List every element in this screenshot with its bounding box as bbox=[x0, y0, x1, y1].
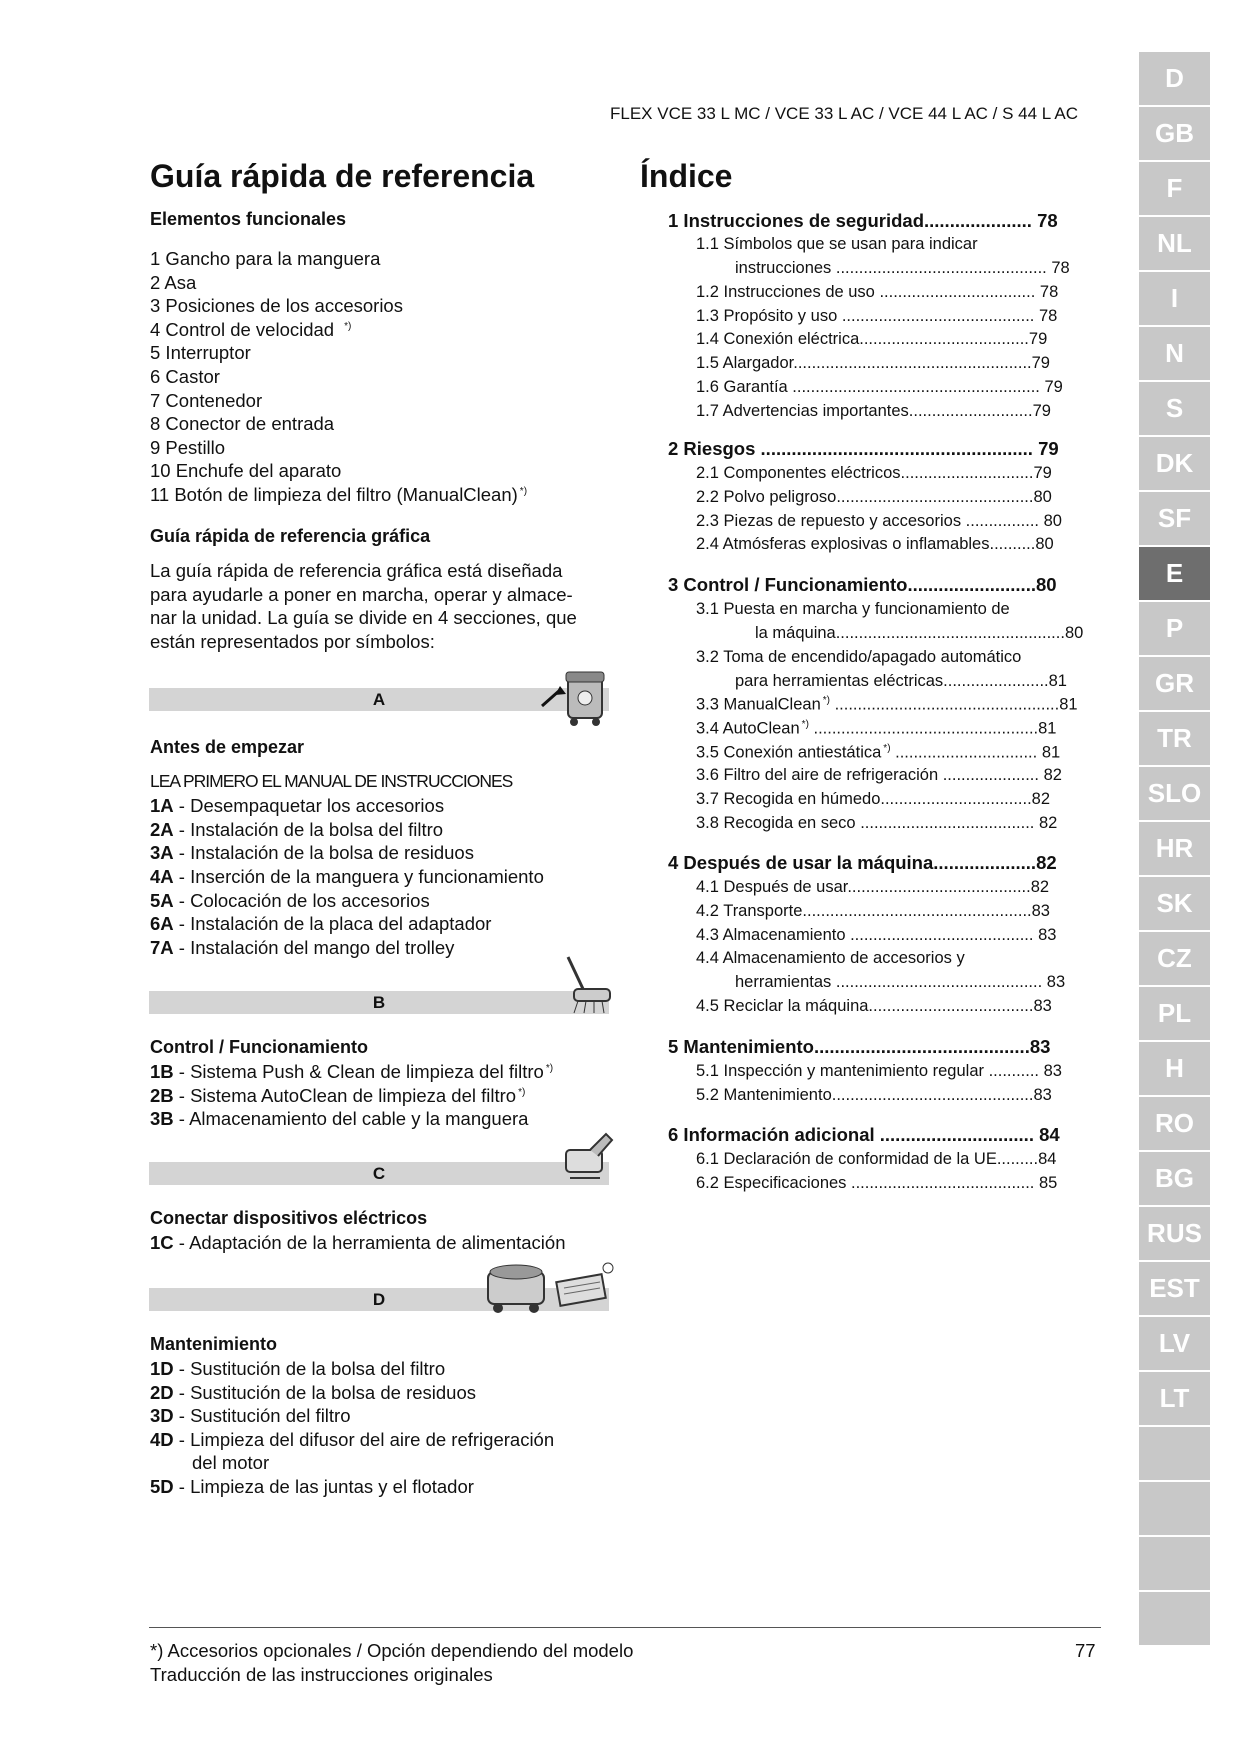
toc-item[interactable]: instrucciones .............................................. 78 bbox=[735, 259, 1070, 277]
list-item: 4 Control de velocidad *) bbox=[150, 319, 352, 340]
tab-lang-blank-27 bbox=[1139, 1537, 1210, 1590]
tab-lang-tr[interactable]: TR bbox=[1139, 712, 1210, 765]
toc-item[interactable]: 5.2 Mantenimiento............................................83 bbox=[696, 1086, 1052, 1104]
toc-item[interactable]: 3.1 Puesta en marcha y funcionamiento de bbox=[696, 600, 1010, 618]
toc-item[interactable]: 1.6 Garantía ...................................................... 79 bbox=[696, 378, 1063, 396]
section-d-label: D bbox=[372, 1290, 386, 1309]
toc-item[interactable]: 5.1 Inspección y mantenimiento regular ........... 83 bbox=[696, 1062, 1062, 1080]
functional-heading: Elementos funcionales bbox=[150, 209, 347, 229]
tab-lang-i[interactable]: I bbox=[1139, 272, 1210, 325]
section-c-bar bbox=[149, 1162, 609, 1185]
page-number: 77 bbox=[1075, 1640, 1096, 1661]
tab-lang-h[interactable]: H bbox=[1139, 1042, 1210, 1095]
toc-section[interactable]: 1 Instrucciones de seguridad..................... 78 bbox=[668, 210, 1058, 231]
list-item: 1C - Adaptación de la herramienta de alimentación bbox=[150, 1232, 566, 1253]
tab-lang-gr[interactable]: GR bbox=[1139, 657, 1210, 710]
toc-item[interactable]: 3.5 Conexión antiestática *) ............................... 81 bbox=[696, 743, 1061, 762]
list-item: 7A - Instalación del mango del trolley bbox=[150, 937, 455, 958]
list-item: 5 Interruptor bbox=[150, 342, 251, 363]
list-item: 3 Posiciones de los accesorios bbox=[150, 295, 403, 316]
toc-item[interactable]: 4.2 Transporte..................................................83 bbox=[696, 902, 1050, 920]
toc-item[interactable]: herramientas ............................................. 83 bbox=[735, 973, 1066, 991]
section-c-heading: Conectar dispositivos eléctricos bbox=[150, 1208, 428, 1228]
graphic-heading: Guía rápida de referencia gráfica bbox=[150, 526, 431, 546]
list-item: 7 Contenedor bbox=[150, 390, 263, 411]
intro-line: nar la unidad. La guía se divide en 4 secciones, que bbox=[150, 607, 577, 628]
toc-section[interactable]: 6 Información adicional .............................. 84 bbox=[668, 1124, 1060, 1145]
toc-item[interactable]: para herramientas eléctricas.......................81 bbox=[735, 672, 1067, 690]
language-tabs bbox=[1139, 52, 1210, 1647]
section-a-label: A bbox=[372, 690, 386, 709]
tab-lang-rus[interactable]: RUS bbox=[1139, 1207, 1210, 1260]
list-item: 6A - Instalación de la placa del adaptador bbox=[150, 913, 492, 934]
toc-item[interactable]: 2.1 Componentes eléctricos.............................79 bbox=[696, 464, 1052, 482]
list-item: 11 Botón de limpieza del filtro (ManualClean) *) bbox=[150, 484, 528, 505]
maintenance-icon bbox=[484, 1258, 618, 1318]
section-b-bar bbox=[149, 991, 609, 1014]
toc-item[interactable]: 1.2 Instrucciones de uso .................................. 78 bbox=[696, 283, 1059, 301]
tab-lang-d[interactable]: D bbox=[1139, 52, 1210, 105]
tab-lang-p[interactable]: P bbox=[1139, 602, 1210, 655]
toc-section[interactable]: 2 Riesgos ..................................................... 79 bbox=[668, 438, 1059, 459]
intro-line: La guía rápida de referencia gráfica está diseñada bbox=[150, 560, 563, 581]
list-item: 8 Conector de entrada bbox=[150, 413, 335, 434]
toc-item[interactable]: 1.3 Propósito y uso .......................................... 78 bbox=[696, 307, 1058, 325]
toc-item[interactable]: 4.5 Reciclar la máquina....................................83 bbox=[696, 997, 1052, 1015]
toc-item[interactable]: 6.2 Especificaciones ........................................ 85 bbox=[696, 1174, 1058, 1192]
toc-item[interactable]: 2.3 Piezas de repuesto y accesorios ................ 80 bbox=[696, 512, 1062, 530]
intro-line: están representados por símbolos: bbox=[150, 631, 435, 652]
section-b-heading: Control / Funcionamiento bbox=[150, 1037, 368, 1057]
tab-lang-blank-26 bbox=[1139, 1482, 1210, 1535]
vacuum-icon bbox=[540, 664, 610, 728]
tab-lang-blank-28 bbox=[1139, 1592, 1210, 1645]
tab-lang-pl[interactable]: PL bbox=[1139, 987, 1210, 1040]
toc-item[interactable]: 1.7 Advertencias importantes...........................79 bbox=[696, 402, 1051, 420]
toc-item[interactable]: 2.4 Atmósferas explosivas o inflamables..........80 bbox=[696, 535, 1054, 553]
tab-lang-hr[interactable]: HR bbox=[1139, 822, 1210, 875]
toc-item[interactable]: 1.4 Conexión eléctrica.....................................79 bbox=[696, 330, 1048, 348]
footer-note: *) Accesorios opcionales / Opción dependiendo del modelo bbox=[150, 1640, 634, 1661]
toc-item[interactable]: 3.3 ManualClean *) .................................................81 bbox=[696, 695, 1078, 714]
tab-lang-s[interactable]: S bbox=[1139, 382, 1210, 435]
toc-title: Índice bbox=[640, 158, 733, 194]
list-item: 2A - Instalación de la bolsa del filtro bbox=[150, 819, 444, 840]
section-c-label: C bbox=[372, 1164, 386, 1183]
toc-item[interactable]: 3.2 Toma de encendido/apagado automático bbox=[696, 648, 1022, 666]
tab-lang-sf[interactable]: SF bbox=[1139, 492, 1210, 545]
list-item: 1D - Sustitución de la bolsa del filtro bbox=[150, 1358, 446, 1379]
footer-translation: Traducción de las instrucciones originales bbox=[150, 1664, 493, 1685]
tab-lang-n[interactable]: N bbox=[1139, 327, 1210, 380]
toc-item[interactable]: 3.6 Filtro del aire de refrigeración ..................... 82 bbox=[696, 766, 1062, 784]
toc-section[interactable]: 5 Mantenimiento..........................................83 bbox=[668, 1036, 1051, 1057]
tab-lang-gb[interactable]: GB bbox=[1139, 107, 1210, 160]
toc-item[interactable]: 1.1 Símbolos que se usan para indicar bbox=[696, 235, 978, 253]
footer-divider bbox=[149, 1627, 1101, 1628]
tab-lang-blank-25 bbox=[1139, 1427, 1210, 1480]
list-item-cont: del motor bbox=[192, 1452, 270, 1473]
caps-note: LEA PRIMERO EL MANUAL DE INSTRUCCIONES bbox=[150, 771, 513, 791]
tab-lang-f[interactable]: F bbox=[1139, 162, 1210, 215]
toc-item[interactable]: 2.2 Polvo peligroso...........................................80 bbox=[696, 488, 1052, 506]
toc-item[interactable]: 4.4 Almacenamiento de accesorios y bbox=[696, 949, 965, 967]
page-title: Guía rápida de referencia bbox=[150, 158, 535, 194]
list-item: 6 Castor bbox=[150, 366, 220, 387]
model-header: FLEX VCE 33 L MC / VCE 33 L AC / VCE 44 L AC / S 44 L AC bbox=[610, 104, 1079, 123]
toc-item[interactable]: 3.8 Recogida en seco ...................................... 82 bbox=[696, 814, 1058, 832]
toc-item[interactable]: 1.5 Alargador....................................................79 bbox=[696, 354, 1050, 372]
section-a-heading: Antes de empezar bbox=[150, 737, 305, 757]
tab-lang-est[interactable]: EST bbox=[1139, 1262, 1210, 1315]
list-item: 4A - Inserción de la manguera y funcionamiento bbox=[150, 866, 544, 887]
power-tool-icon bbox=[560, 1128, 616, 1184]
toc-item[interactable]: 4.1 Después de usar........................................82 bbox=[696, 878, 1050, 896]
toc-section[interactable]: 4 Después de usar la máquina....................82 bbox=[668, 852, 1057, 873]
list-item: 2 Asa bbox=[150, 272, 197, 293]
section-b-label: B bbox=[372, 993, 386, 1012]
tab-lang-ro[interactable]: RO bbox=[1139, 1097, 1210, 1150]
list-item: 2B - Sistema AutoClean de limpieza del filtro *) bbox=[150, 1085, 526, 1106]
list-item: 5A - Colocación de los accesorios bbox=[150, 890, 430, 911]
toc-section[interactable]: 3 Control / Funcionamiento.........................80 bbox=[668, 574, 1057, 595]
list-item: 3D - Sustitución del filtro bbox=[150, 1405, 351, 1426]
list-item: 1 Gancho para la manguera bbox=[150, 248, 381, 269]
toc-item[interactable]: la máquina..................................................80 bbox=[755, 624, 1084, 642]
list-item: 10 Enchufe del aparato bbox=[150, 460, 342, 481]
tab-lang-sk[interactable]: SK bbox=[1139, 877, 1210, 930]
list-item: 5D - Limpieza de las juntas y el flotador bbox=[150, 1476, 474, 1497]
list-item: 2D - Sustitución de la bolsa de residuos bbox=[150, 1382, 476, 1403]
tab-lang-dk[interactable]: DK bbox=[1139, 437, 1210, 490]
list-item: 9 Pestillo bbox=[150, 437, 226, 458]
tab-lang-bg[interactable]: BG bbox=[1139, 1152, 1210, 1205]
list-item: 1A - Desempaquetar los accesorios bbox=[150, 795, 445, 816]
list-item: 3B - Almacenamiento del cable y la manguera bbox=[150, 1108, 529, 1129]
toc-item[interactable]: 6.1 Declaración de conformidad de la UE.........84 bbox=[696, 1150, 1057, 1168]
toc-item[interactable]: 3.7 Recogida en húmedo.................................82 bbox=[696, 790, 1051, 808]
list-item: 4D - Limpieza del difusor del aire de refrigeración bbox=[150, 1429, 555, 1450]
list-item: 1B - Sistema Push & Clean de limpieza del filtro *) bbox=[150, 1061, 554, 1082]
floor-brush-icon bbox=[560, 955, 616, 1017]
tab-lang-e[interactable]: E bbox=[1139, 547, 1210, 600]
tab-lang-slo[interactable]: SLO bbox=[1139, 767, 1210, 820]
tab-lang-cz[interactable]: CZ bbox=[1139, 932, 1210, 985]
tab-lang-nl[interactable]: NL bbox=[1139, 217, 1210, 270]
section-d-heading: Mantenimiento bbox=[150, 1334, 278, 1354]
tab-lang-lt[interactable]: LT bbox=[1139, 1372, 1210, 1425]
toc-item[interactable]: 4.3 Almacenamiento ........................................ 83 bbox=[696, 926, 1057, 944]
intro-line: para ayudarle a poner en marcha, operar y almace- bbox=[150, 584, 573, 605]
toc-item[interactable]: 3.4 AutoClean *) .................................................81 bbox=[696, 719, 1057, 738]
tab-lang-lv[interactable]: LV bbox=[1139, 1317, 1210, 1370]
list-item: 3A - Instalación de la bolsa de residuos bbox=[150, 842, 474, 863]
